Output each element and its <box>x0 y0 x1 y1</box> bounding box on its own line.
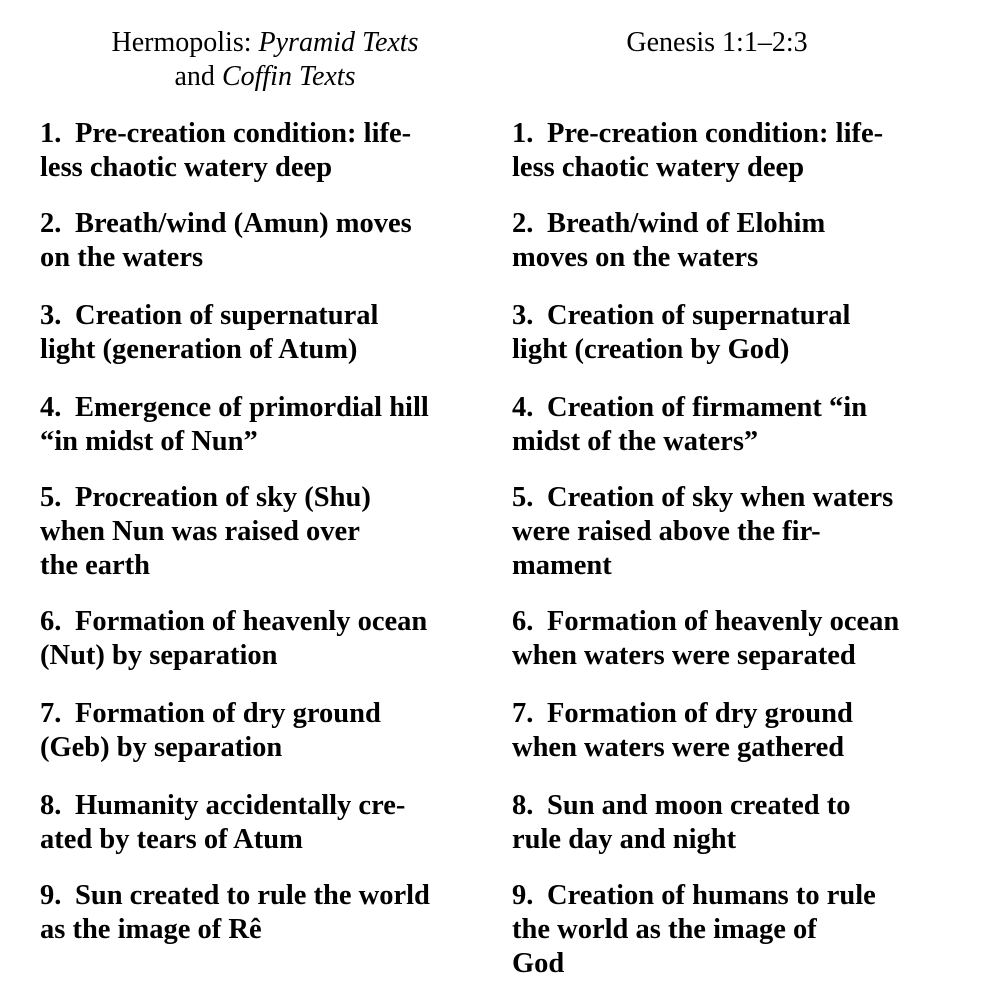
hermopolis-item-line: as the image of Rê <box>40 914 262 945</box>
genesis-item-number: 5. <box>512 482 534 513</box>
hermopolis-item-number: 1. <box>40 118 62 149</box>
hermopolis-item-line: Emergence of primordial hill <box>75 392 429 423</box>
hermopolis-item-line: Pre-creation condition: life- <box>75 118 412 149</box>
genesis-item-7 <box>512 697 853 765</box>
genesis-item-8 <box>512 789 851 857</box>
hermopolis-item-5 <box>40 481 371 583</box>
genesis-item-line: when waters were separated <box>512 640 856 671</box>
hermopolis-item-2 <box>40 207 412 275</box>
genesis-item-line: Sun and moon created to <box>547 790 851 821</box>
hermopolis-heading-and: and <box>174 61 222 92</box>
genesis-item-3 <box>512 299 850 367</box>
genesis-item-line: midst of the waters” <box>512 426 759 457</box>
hermopolis-item-9 <box>40 879 430 947</box>
genesis-item-line: when waters were gathered <box>512 732 845 763</box>
hermopolis-item-line: “in midst of Nun” <box>40 426 258 457</box>
hermopolis-item-line: when Nun was raised over <box>40 516 360 547</box>
genesis-item-number: 2. <box>512 208 534 239</box>
hermopolis-item-8 <box>40 789 405 857</box>
genesis-item-line: the world as the image of <box>512 914 817 945</box>
genesis-item-line: rule day and night <box>512 824 737 855</box>
genesis-item-line: Creation of humans to rule <box>547 880 876 911</box>
genesis-item-line: moves on the waters <box>512 242 759 273</box>
genesis-item-number: 4. <box>512 392 534 423</box>
genesis-item-line: Formation of dry ground <box>547 698 853 729</box>
hermopolis-item-4 <box>40 391 429 459</box>
genesis-item-1 <box>512 117 883 185</box>
hermopolis-item-line: Sun created to rule the world <box>75 880 430 911</box>
hermopolis-item-line: Humanity accidentally cre- <box>75 790 406 821</box>
hermopolis-item-line: on the waters <box>40 242 204 273</box>
genesis-item-9 <box>512 879 876 981</box>
hermopolis-item-line: Formation of heavenly ocean <box>75 606 428 637</box>
coffin-texts-title: Coffin Texts <box>221 61 356 92</box>
genesis-item-line: Breath/wind of Elohim <box>547 208 826 239</box>
genesis-item-number: 7. <box>512 698 534 729</box>
genesis-item-line: Formation of heavenly ocean <box>547 606 900 637</box>
hermopolis-item-7 <box>40 697 381 765</box>
hermopolis-item-line: less chaotic watery deep <box>40 152 333 183</box>
hermopolis-item-3 <box>40 299 378 367</box>
hermopolis-heading-text: Hermopolis: <box>111 27 259 58</box>
hermopolis-item-1 <box>40 117 411 185</box>
hermopolis-item-line: Formation of dry ground <box>75 698 381 729</box>
hermopolis-item-number: 6. <box>40 606 62 637</box>
hermopolis-item-6 <box>40 605 427 673</box>
hermopolis-item-line: Breath/wind (Amun) moves <box>75 208 412 239</box>
genesis-item-2 <box>512 207 825 275</box>
genesis-item-line: were raised above the fir- <box>512 516 821 547</box>
genesis-item-line: light (creation by God) <box>512 334 790 365</box>
genesis-heading: Genesis 1:1–2:3 <box>626 27 808 58</box>
genesis-item-6 <box>512 605 899 673</box>
genesis-item-line: Creation of sky when waters <box>547 482 894 513</box>
hermopolis-item-number: 3. <box>40 300 62 331</box>
hermopolis-item-line: light (generation of Atum) <box>40 334 358 365</box>
hermopolis-item-line: Procreation of sky (Shu) <box>75 482 371 513</box>
hermopolis-item-line: ated by tears of Atum <box>40 824 303 855</box>
hermopolis-item-line: (Nut) by separation <box>40 640 278 671</box>
hermopolis-item-number: 8. <box>40 790 62 821</box>
hermopolis-item-number: 9. <box>40 880 62 911</box>
hermopolis-item-line: the earth <box>40 550 151 581</box>
genesis-item-number: 9. <box>512 880 534 911</box>
hermopolis-item-line: (Geb) by separation <box>40 732 283 763</box>
hermopolis-item-number: 7. <box>40 698 62 729</box>
genesis-item-number: 3. <box>512 300 534 331</box>
hermopolis-item-number: 5. <box>40 482 62 513</box>
genesis-item-line: God <box>512 948 565 979</box>
genesis-item-line: Creation of firmament “in <box>547 392 868 423</box>
genesis-item-line: Pre-creation condition: life- <box>547 118 884 149</box>
genesis-item-number: 8. <box>512 790 534 821</box>
genesis-item-number: 1. <box>512 118 534 149</box>
genesis-item-line: Creation of supernatural <box>547 300 851 331</box>
pyramid-texts-title: Pyramid Texts <box>258 27 419 58</box>
hermopolis-item-number: 2. <box>40 208 62 239</box>
genesis-item-5 <box>512 481 893 583</box>
genesis-item-number: 6. <box>512 606 534 637</box>
genesis-item-line: less chaotic watery deep <box>512 152 805 183</box>
hermopolis-item-number: 4. <box>40 392 62 423</box>
hermopolis-heading <box>40 26 490 94</box>
hermopolis-item-line: Creation of supernatural <box>75 300 379 331</box>
genesis-item-4 <box>512 391 867 459</box>
genesis-item-line: mament <box>512 550 612 581</box>
